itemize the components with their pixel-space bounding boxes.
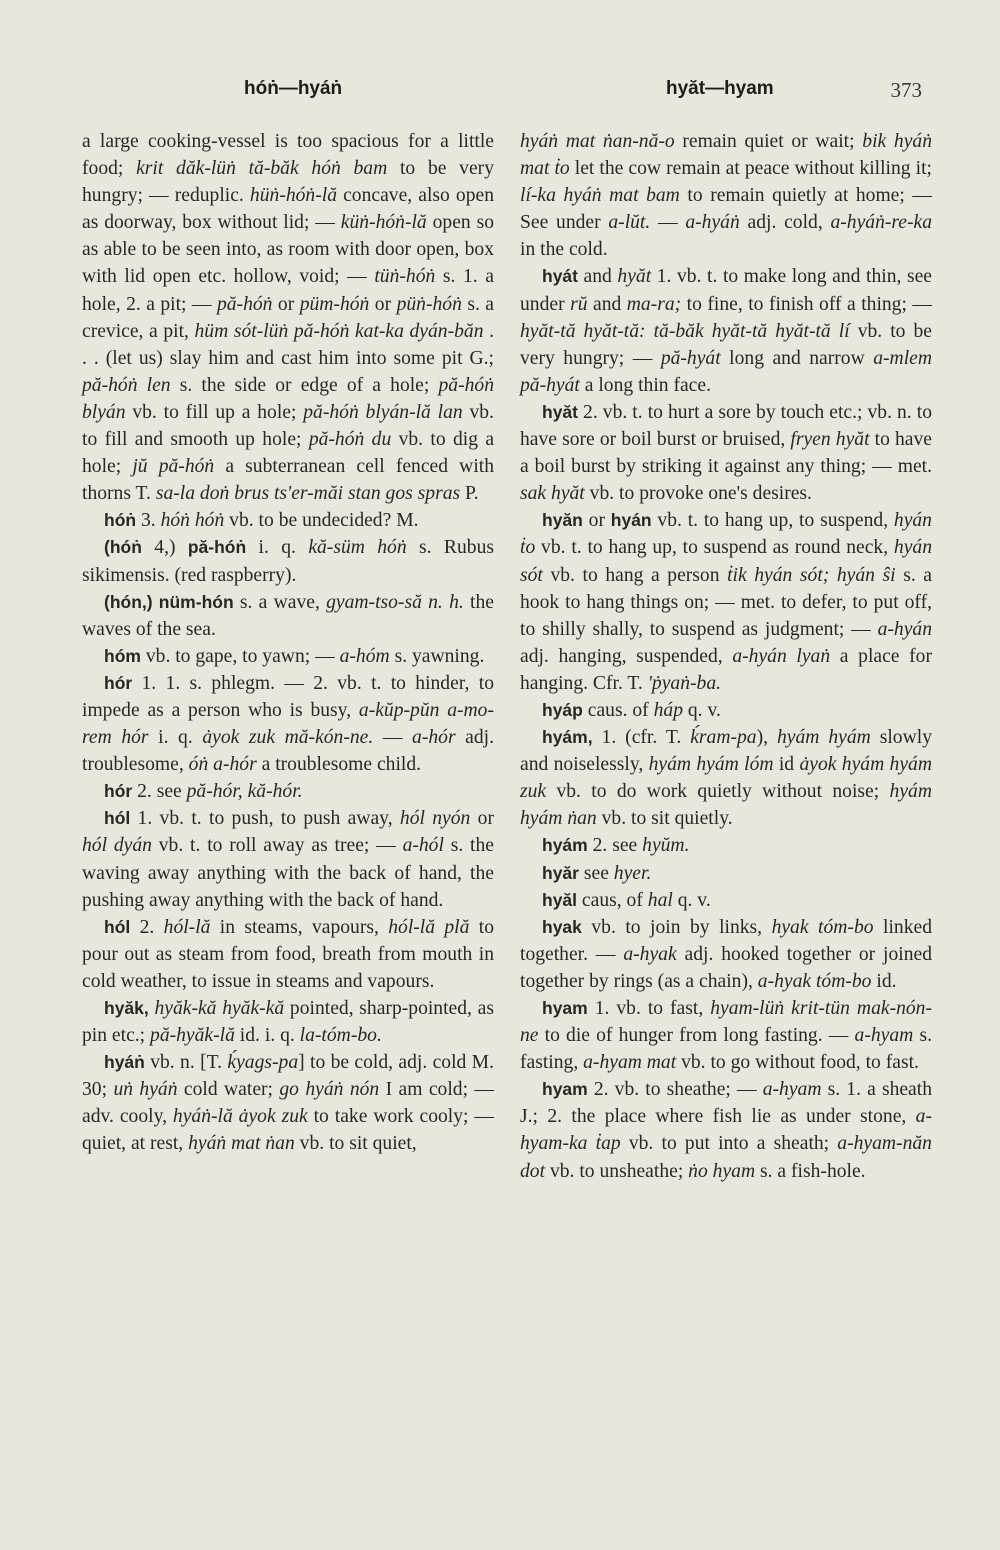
italic-term: a-hyáṅ xyxy=(685,212,740,234)
italic-term: bik hyáṅ mat ṫo xyxy=(520,131,932,180)
definition-text: vb. to fill up a hole; xyxy=(125,401,304,423)
headword: hól xyxy=(104,808,131,829)
definition-text: 1. vb. to fast, xyxy=(587,998,711,1019)
definition-text: caus, of xyxy=(577,889,648,911)
left-column xyxy=(82,128,494,1158)
italic-term: a-hól xyxy=(402,835,444,857)
italic-term: a-hyán lyaṅ xyxy=(732,645,831,667)
definition-text: vb. to sit quiet, xyxy=(294,1133,417,1155)
definition-text: 2. see xyxy=(132,781,187,803)
definition-text: and xyxy=(587,293,627,315)
italic-term: hyăk-kă hyăk-kă xyxy=(154,998,285,1019)
headword: hyăt xyxy=(542,401,578,422)
italic-term: a-hyam mat xyxy=(583,1052,677,1074)
definition-text: a large cooking-vessel is too spacious for a little food; xyxy=(82,131,494,180)
dictionary-entry xyxy=(520,399,932,507)
running-head-right: hyăt—hyam xyxy=(666,78,774,99)
italic-term: a-hyáṅ-re-ka xyxy=(830,212,933,234)
italic-term: hól nyón xyxy=(399,808,471,830)
definition-text: 2. vb. to sheathe; — xyxy=(587,1079,763,1101)
italic-term: sak hyăt xyxy=(520,483,585,505)
headword: hyak xyxy=(542,916,582,937)
running-head-left: hóṅ—hyáṅ xyxy=(244,78,343,99)
italic-term: hyáṅ mat ṅan xyxy=(188,1133,295,1155)
italic-term: a-hyam xyxy=(762,1079,822,1101)
definition-text: 1. 1. s. phlegm. — 2. vb. t. to hinder, to impede as a person who is busy, xyxy=(82,672,494,721)
dictionary-entry xyxy=(82,643,494,670)
headword: hyáp xyxy=(542,699,583,720)
definition-text: or xyxy=(272,293,300,315)
definition-text: a place for hanging. Cfr. T. xyxy=(520,645,932,694)
dictionary-entry xyxy=(520,128,932,263)
headword: hyám xyxy=(542,835,588,856)
italic-term: sa-la doṅ brus ts'er-măi stan gos spras xyxy=(155,483,461,505)
italic-term: uṅ hyáṅ xyxy=(113,1079,178,1101)
headword: hyam xyxy=(542,998,588,1018)
definition-text: s. yawning. xyxy=(389,645,485,667)
italic-term: a-hyán xyxy=(877,618,932,640)
definition-text: vb. t. to hang up, to suspend, xyxy=(651,510,894,532)
definition-text: vb. to dig a hole; xyxy=(82,429,495,478)
definition-text: see xyxy=(578,862,614,884)
italic-term: pă-hóṅ xyxy=(216,293,273,315)
definition-text: long and narrow xyxy=(720,347,874,369)
italic-term: hyer. xyxy=(613,862,652,884)
italic-term: hyak tóm-bo xyxy=(771,916,874,938)
italic-term: go hyáṅ nón xyxy=(279,1079,380,1101)
dictionary-entry xyxy=(520,860,932,887)
dictionary-entry xyxy=(520,724,932,832)
definition-text: 2. xyxy=(130,916,164,938)
definition-text: cold water; xyxy=(177,1079,280,1101)
definition-text: vb. to put into a sheath; xyxy=(620,1133,838,1155)
headword: hór xyxy=(104,672,133,693)
right-column xyxy=(520,128,932,1185)
italic-term: hyŭm. xyxy=(642,835,690,857)
definition-text: vb. to be undecided? M. xyxy=(224,510,419,532)
italic-term: hyám hyám lóm xyxy=(648,754,774,776)
definition-text: s. a crevice, a pit, xyxy=(82,293,494,342)
dictionary-entry xyxy=(520,1076,932,1184)
definition-text: id xyxy=(773,754,800,776)
italic-term: a-kŭp-pŭn a-mo-rem hór xyxy=(82,699,494,749)
italic-term: rŭ xyxy=(570,293,588,315)
italic-term: gyam-tso-să n. h. xyxy=(326,591,464,613)
definition-text: i. q. xyxy=(246,537,309,559)
italic-term: ḱyags-pa xyxy=(227,1052,299,1074)
italic-term: háp xyxy=(653,699,683,721)
italic-term: a-hyak tóm-bo xyxy=(757,970,872,992)
dictionary-entry xyxy=(82,670,494,778)
definition-text: adj. troublesome, xyxy=(82,727,495,776)
definition-text: adj. cold, xyxy=(739,212,831,234)
definition-text: id. xyxy=(871,970,897,992)
definition-text: vb. n. [T. xyxy=(144,1052,228,1074)
italic-term: küṅ-hóṅ-lă xyxy=(340,212,427,234)
definition-text: vb. to gape, to yawn; — xyxy=(140,645,340,667)
definition-text: to die of hunger from long fasting. — xyxy=(538,1025,855,1047)
dictionary-entry xyxy=(520,832,932,859)
italic-term: hóṅ hóṅ xyxy=(160,510,225,532)
italic-term: hyán sót xyxy=(520,537,932,586)
headword: hyáṅ xyxy=(104,1052,145,1073)
italic-term: hyám hyám xyxy=(776,727,871,749)
definition-text: a long thin face. xyxy=(579,374,711,396)
italic-term: hyăt-tă hyăt-tă: tă-băk hyăt-tă hyăt-tă lí xyxy=(520,320,850,342)
italic-term: hól dyán xyxy=(82,835,152,857)
italic-term: pă-hóṅ du xyxy=(308,429,392,451)
definition-text: s. 1. a sheath J.; 2. the place where fish lie as under stone, xyxy=(520,1079,932,1128)
definition-text: and xyxy=(577,266,618,288)
definition-text: to take work cooly; — quiet, at rest, xyxy=(82,1106,494,1155)
definition-text: a troublesome child. xyxy=(256,754,422,776)
definition-text: vb. t. to roll away as tree; — xyxy=(151,835,403,857)
definition-text: vb. to be very hungry; — xyxy=(520,320,932,369)
dictionary-entry xyxy=(520,914,932,995)
italic-term: 'ṗyaṅ-ba. xyxy=(647,672,722,694)
headword: hóṅ xyxy=(104,510,137,531)
definition-text: in the cold. xyxy=(520,239,608,261)
definition-text: remain quiet or wait; xyxy=(674,131,863,152)
definition-text: 4,) xyxy=(141,537,188,559)
definition-text: ), xyxy=(756,727,777,749)
definition-text: vb. to go without food, to fast. xyxy=(676,1052,919,1074)
definition-text: q. v. xyxy=(672,889,711,911)
headword: hyam xyxy=(542,1079,588,1100)
italic-term: ṫik hyán sót; hyán ŝi xyxy=(727,564,896,586)
definition-text: vb. t. to hang up, to suspend as round neck, xyxy=(535,537,894,559)
definition-text: I am cold; — adv. cooly, xyxy=(82,1079,495,1128)
italic-term: hyăt xyxy=(617,266,652,288)
definition-text: or xyxy=(582,510,611,532)
definition-text: s. Rubus sikimensis. (red raspberry). xyxy=(82,537,494,586)
italic-term: a-hyam-ka ṫap xyxy=(520,1106,932,1155)
italic-term: pă-hóṅ blyán-lă lan xyxy=(303,401,463,423)
headword: hyát xyxy=(542,266,578,287)
italic-term: a-mlem pă-hyát xyxy=(520,347,932,396)
dictionary-entry xyxy=(520,507,932,697)
definition-text: vb. to fill and smooth up hole; xyxy=(82,401,495,451)
italic-term: püm-hóṅ xyxy=(299,293,370,315)
italic-term: ȧyok zuk mă-kón-ne. xyxy=(202,727,374,749)
italic-term: jŭ pă-hóṅ xyxy=(132,456,215,478)
dictionary-entry xyxy=(82,914,494,995)
definition-text: s. the waving away anything with the back of hand, the pushing away anything with the back of hand. xyxy=(82,835,494,911)
italic-term: pă-hóṅ blyán xyxy=(82,374,494,423)
definition-text: caus. of xyxy=(582,699,654,721)
headword: hyăn xyxy=(542,510,583,531)
italic-term: kă-süm hóṅ xyxy=(308,537,407,559)
italic-term: a-hyam xyxy=(854,1025,914,1047)
italic-term: hól-lă plă xyxy=(388,916,470,938)
headword: hyán xyxy=(610,510,652,531)
italic-term: a-hyak xyxy=(623,943,677,965)
italic-term: hyáṅ-lă ȧyok zuk xyxy=(172,1106,308,1128)
dictionary-entry xyxy=(82,1049,494,1157)
definition-text: or xyxy=(369,293,397,315)
definition-text: s. fasting, xyxy=(520,1025,932,1074)
definition-text: s. 1. a hole, 2. a pit; — xyxy=(82,266,494,315)
headword: pă-hóṅ xyxy=(187,537,247,558)
dictionary-entry xyxy=(82,507,494,534)
italic-term: hüm sót-lüṅ pă-hóṅ kat-ka dyán-băn xyxy=(194,320,484,342)
italic-term: ȧyok hyám hyám zuk xyxy=(520,754,932,803)
italic-term: pă-hyát xyxy=(660,347,721,369)
definition-text: 2. see xyxy=(587,835,643,857)
italic-term: a-hóm xyxy=(339,645,390,667)
definition-text: in steams, vapours, xyxy=(210,916,389,938)
definition-text: to have a boil burst by striking it against any thing; — met. xyxy=(520,429,932,478)
dictionary-entry xyxy=(82,995,494,1049)
dictionary-entry xyxy=(82,589,494,643)
headword: (hón,) nüm-hón xyxy=(104,591,234,612)
definition-text: s. a wave, xyxy=(233,591,327,613)
definition-text: q. v. xyxy=(682,699,721,721)
definition-text: to remain quietly at home; — See under xyxy=(520,185,932,234)
definition-text: P. xyxy=(460,483,479,505)
italic-term: püṅ-hóṅ xyxy=(396,293,462,315)
italic-term: ḱram-pa xyxy=(690,727,757,749)
italic-term: hal xyxy=(647,889,673,911)
definition-text: open so as able to be seen into, as room with door open, box with lid open etc. hollow, void; — xyxy=(82,212,494,288)
dictionary-entry xyxy=(82,128,494,507)
headword: hól xyxy=(104,916,131,937)
italic-term: óṅ a-hór xyxy=(188,754,257,776)
definition-text: id. i. q. xyxy=(234,1025,300,1047)
definition-text: 2. vb. t. to hurt a sore by touch etc.; vb. n. to have sore or boil burst or bruised, xyxy=(520,401,932,451)
definition-text: concave, also open as doorway, box without lid; — xyxy=(82,185,494,234)
dictionary-entry xyxy=(82,534,494,588)
definition-text: vb. to hang a person xyxy=(542,564,728,586)
italic-term: la-tóm-bo. xyxy=(299,1025,382,1047)
page-number: 373 xyxy=(890,78,922,102)
definition-text: let the cow remain at peace without killing it; xyxy=(569,158,932,180)
dictionary-entry xyxy=(82,778,494,805)
headword: hór xyxy=(104,781,133,802)
italic-term: a-lŭt. xyxy=(608,212,651,234)
italic-term: tüṅ-hóṅ xyxy=(374,266,436,288)
definition-text: i. q. xyxy=(148,727,203,749)
definition-text: vb. to unsheathe; xyxy=(545,1160,689,1182)
definition-text: slowly and noiselessly, xyxy=(520,727,932,776)
italic-term: a-hór xyxy=(412,727,456,749)
italic-term: pă-hóṅ len xyxy=(82,374,171,396)
dictionary-entry xyxy=(520,697,932,724)
definition-text: vb. to sit quietly. xyxy=(596,808,733,830)
dictionary-entry xyxy=(520,995,932,1076)
definition-text: the waves of the sea. xyxy=(82,591,494,640)
italic-term: hyáṅ mat ṅan-nă-o xyxy=(520,131,675,152)
definition-text: 1. (cfr. T. xyxy=(592,727,691,749)
headword: (hóṅ xyxy=(104,537,142,558)
italic-term: hól-lă xyxy=(163,916,211,938)
italic-term: pă-hyăk-lă xyxy=(150,1025,235,1047)
italic-term: krit dăk-lüṅ tă-băk hóṅ bam xyxy=(136,158,388,180)
italic-term: ṅo hyam xyxy=(688,1160,756,1182)
italic-term: hüṅ-hóṅ-lă xyxy=(249,185,337,207)
italic-term: a-hyam-năn dot xyxy=(520,1133,932,1182)
definition-text: . . . (let us) slay him and cast him into some pit G.; xyxy=(82,320,494,369)
headword: hyám, xyxy=(542,727,593,748)
italic-term: lí-ka hyáṅ mat bam xyxy=(520,185,680,207)
definition-text: vb. to do work quietly without noise; xyxy=(546,781,890,803)
definition-text: to be very hungry; — reduplic. xyxy=(82,158,494,207)
italic-term: hyán ṫo xyxy=(520,510,932,559)
definition-text: s. a fish-hole. xyxy=(755,1160,866,1182)
definition-text: vb. to join by links, xyxy=(581,916,772,938)
headword: hóm xyxy=(104,645,141,666)
headword: hyăk, xyxy=(104,998,149,1018)
italic-term: hyam-lüṅ krit-tün mak-nón-ne xyxy=(520,998,933,1047)
italic-term: ma-ra; xyxy=(626,293,682,315)
dictionary-entry xyxy=(520,887,932,914)
definition-text: pointed, sharp-pointed, as pin etc.; xyxy=(82,998,494,1047)
definition-text: adj. hanging, suspended, xyxy=(520,645,733,667)
definition-text: 1. vb. t. to make long and thin, see under xyxy=(520,266,933,315)
definition-text: ] to be cold, adj. cold M. 30; xyxy=(82,1052,494,1101)
dictionary-entry xyxy=(82,805,494,913)
definition-text: to fine, to finish off a thing; — xyxy=(681,293,932,315)
definition-text: 3. xyxy=(136,510,161,532)
definition-text: s. a hook to hang things on; — met. to defer, to put off, to shilly shally, to suspend as judgment; — xyxy=(520,564,932,640)
headword: hyăl xyxy=(542,889,578,910)
headword: hyăr xyxy=(542,862,579,883)
definition-text: s. the side or edge of a hole; xyxy=(170,374,439,396)
definition-text: a subterranean cell fenced with thorns T. xyxy=(82,456,495,505)
definition-text: adj. hooked together or joined together by rings (as a chain), xyxy=(520,943,932,992)
definition-text: linked together. — xyxy=(520,916,932,965)
definition-text: 1. vb. t. to push, to push away, xyxy=(130,808,400,830)
definition-text: — xyxy=(650,212,686,234)
italic-term: hyám hyám ṅan xyxy=(520,781,932,830)
definition-text: vb. to provoke one's desires. xyxy=(584,483,812,505)
italic-term: fryen hyăt xyxy=(790,429,870,451)
definition-text: to pour out as steam from food, breath from mouth in cold weather, to issue in steams and vapours. xyxy=(82,916,495,992)
definition-text: or xyxy=(470,808,494,830)
dictionary-entry xyxy=(520,263,932,398)
italic-term: pă-hór, kă-hór. xyxy=(186,781,303,803)
definition-text: — xyxy=(373,727,413,749)
